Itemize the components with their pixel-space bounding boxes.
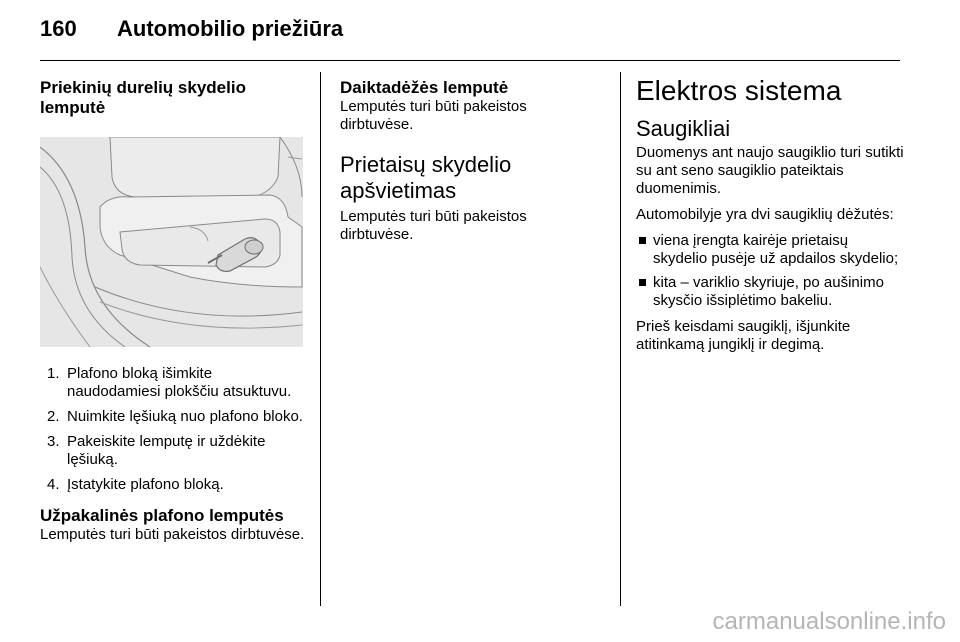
column-middle [340,78,602,244]
rear-lamp-text: Lemputės turi būti pakeistos dirbtuvėse. [40,526,305,543]
step-text: Pakeiskite lemputę ir uždėkite lęšiuką. [67,433,266,468]
step-text: Nuimkite lęšiuką nuo plafono bloko. [67,408,303,425]
step-number: 1. [47,365,60,382]
list-item [636,232,904,268]
column-divider-2 [620,72,621,606]
fuse-paragraph-1: Duomenys ant naujo saugiklio turi sutikti su ant seno saugiklio pateiktais duomenimis. [636,144,904,197]
section-heading-dash-lighting: Prietaisų skydelio apšvietimas [340,152,512,203]
page-title: Automobilio priežiūra [117,16,344,41]
fuse-paragraph-2: Automobilyje yra dvi saugiklių dėžutės: [636,206,894,223]
page-number: 160 [40,16,77,41]
step-item [40,476,306,494]
header-rule [40,60,900,61]
section-heading-glovebox: Daiktadėžės lemputė [340,78,509,97]
door-panel-illustration [40,137,303,347]
bullet-square-icon [639,279,646,286]
step-number: 4. [47,476,60,493]
step-item [40,365,306,401]
column-right [636,75,904,362]
list-item-text: kita – variklio skyriuje, po aušinimo skysčio išsiplėtimo bakeliu. [653,274,884,309]
step-item [40,433,306,469]
rear-lamp-section [40,506,306,544]
step-number: 2. [47,408,60,425]
step-list [40,365,306,494]
step-number: 3. [47,433,60,450]
step-item [40,408,306,426]
section-heading-fuses: Saugikliai [636,116,731,141]
column-divider-1 [320,72,321,606]
glovebox-text: Lemputės turi būti pakeistos dirbtuvėse. [340,98,527,133]
section-heading-rear-lamps: Užpakalinės plafono lemputės [40,506,284,525]
watermark: carmanualsonline.info [712,608,946,635]
list-item-text: viena įrengta kairėje prietaisų skydelio pusėje už apdailos skydelio; [653,232,899,267]
step-text: Įstatykite plafono bloką. [67,476,224,493]
step-text: Plafono bloką išimkite naudodamiesi plokščiu atsuktuvu. [67,365,292,400]
column-left [40,78,306,544]
chapter-heading: Elektros sistema [636,75,842,106]
section-heading-door-lamp: Priekinių durelių skydelio lemputė [40,78,246,117]
dash-lighting-text: Lemputės turi būti pakeistos dirbtuvėse. [340,208,527,243]
bullet-square-icon [639,237,646,244]
fuse-box-list [636,232,904,310]
fuse-paragraph-3: Prieš keisdami saugiklį, išjunkite atitinkamą jungiklį ir degimą. [636,318,851,353]
door-panel-drawing [40,137,303,347]
list-item [636,274,904,310]
